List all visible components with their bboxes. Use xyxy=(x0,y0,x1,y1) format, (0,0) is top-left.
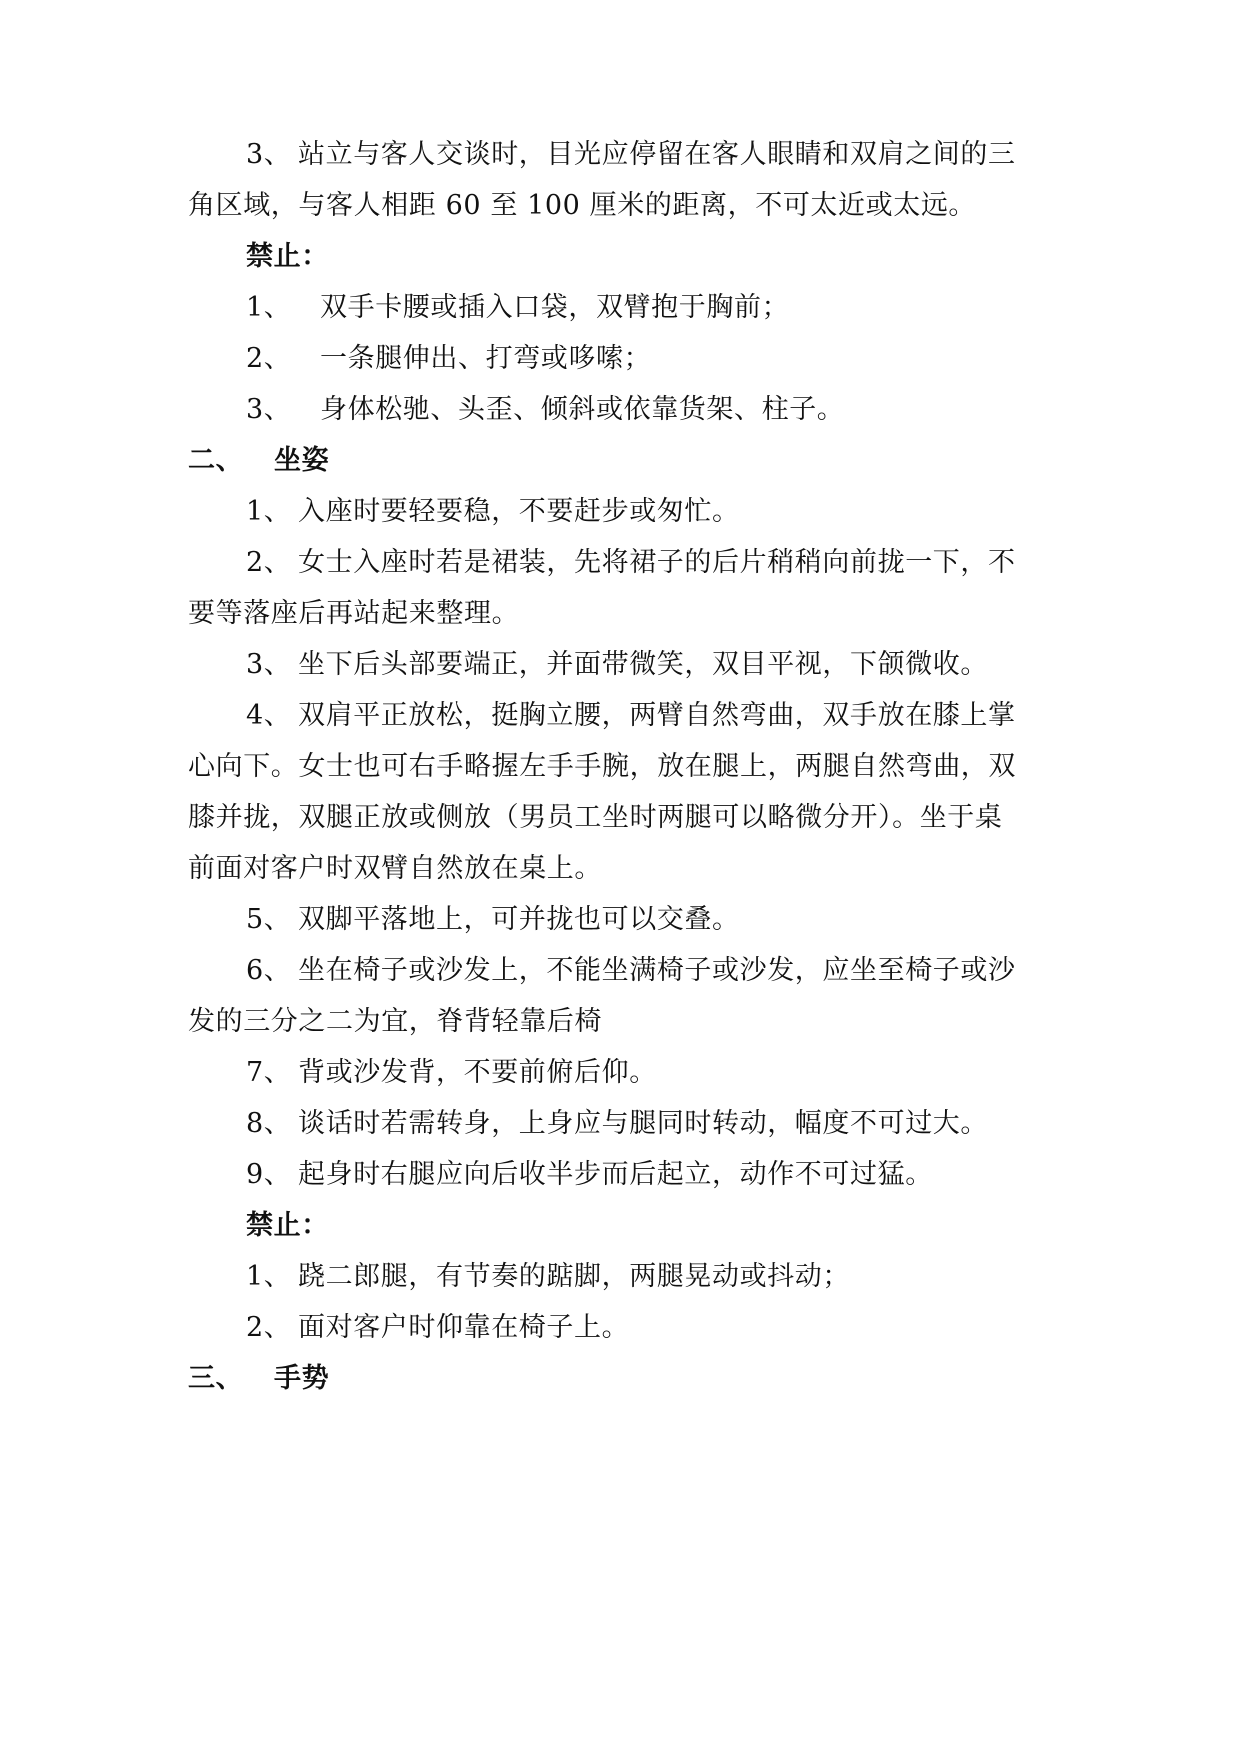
list-item xyxy=(246,339,1126,379)
paragraph xyxy=(246,1104,1126,1144)
paragraph xyxy=(246,696,1126,736)
item-number: 1、 xyxy=(246,1261,292,1292)
section-title: 手势 xyxy=(274,1363,330,1394)
paragraph-continuation xyxy=(188,747,1068,787)
paragraph xyxy=(246,1155,1126,1195)
paragraph xyxy=(246,543,1126,583)
item-number: 8、 xyxy=(246,1108,292,1139)
paragraph xyxy=(246,951,1126,991)
item-number: 3、 xyxy=(246,394,292,425)
item-number: 3、 xyxy=(246,139,292,170)
item-number: 6、 xyxy=(246,955,292,986)
paragraph-text: 膝并拢，双腿正放或侧放（男员工坐时两腿可以略微分开）。坐于桌 xyxy=(188,802,1003,833)
paragraph-continuation xyxy=(188,849,1068,889)
section-heading xyxy=(188,1359,1068,1399)
paragraph-text: 坐在椅子或沙发上，不能坐满椅子或沙发，应坐至椅子或沙 xyxy=(298,955,1016,986)
paragraph xyxy=(246,492,1126,532)
paragraph-text: 心向下。女士也可右手略握左手手腕，放在腿上，两腿自然弯曲，双 xyxy=(188,751,1016,782)
paragraph xyxy=(246,135,1126,175)
paragraph-text: 双肩平正放松，挺胸立腰，两臂自然弯曲，双手放在膝上掌 xyxy=(298,700,1016,731)
paragraph xyxy=(246,1053,1126,1093)
item-number: 9、 xyxy=(246,1159,292,1190)
list-item xyxy=(246,390,1126,430)
item-text: 身体松驰、头歪、倾斜或依靠货架、柱子。 xyxy=(320,394,845,425)
list-item xyxy=(246,1257,1126,1297)
paragraph-text: 起身时右腿应向后收半步而后起立，动作不可过猛。 xyxy=(298,1159,933,1190)
paragraph-text: 发的三分之二为宜，脊背轻靠后椅 xyxy=(188,1006,602,1037)
item-number: 1、 xyxy=(246,496,292,527)
item-number: 5、 xyxy=(246,904,292,935)
item-number: 3、 xyxy=(246,649,292,680)
paragraph-text: 入座时要轻要稳，不要赶步或匆忙。 xyxy=(298,496,740,527)
section-number: 二、 xyxy=(188,445,244,476)
section-heading xyxy=(188,441,1068,481)
heading-text: 禁止： xyxy=(246,241,329,272)
paragraph-text: 女士入座时若是裙装，先将裙子的后片稍稍向前拢一下，不 xyxy=(298,547,1016,578)
prohibition-heading xyxy=(246,237,1126,277)
item-text: 双手卡腰或插入口袋，双臂抱于胸前； xyxy=(320,292,790,323)
paragraph-continuation xyxy=(188,1002,1068,1042)
item-text: 跷二郎腿，有节奏的踮脚，两腿晃动或抖动； xyxy=(298,1261,850,1292)
item-number: 2、 xyxy=(246,547,292,578)
item-text: 面对客户时仰靠在椅子上。 xyxy=(298,1312,630,1343)
item-text: 一条腿伸出、打弯或哆嗦； xyxy=(320,343,652,374)
paragraph-continuation xyxy=(188,798,1068,838)
list-item xyxy=(246,1308,1126,1348)
paragraph-text: 谈话时若需转身，上身应与腿同时转动，幅度不可过大。 xyxy=(298,1108,988,1139)
paragraph-continuation xyxy=(188,186,1068,226)
item-number: 2、 xyxy=(246,1312,292,1343)
prohibition-heading xyxy=(246,1206,1126,1246)
item-number: 4、 xyxy=(246,700,292,731)
paragraph xyxy=(246,900,1126,940)
section-number: 三、 xyxy=(188,1363,244,1394)
item-number: 2、 xyxy=(246,343,292,374)
item-number: 7、 xyxy=(246,1057,292,1088)
paragraph-text: 双脚平落地上，可并拢也可以交叠。 xyxy=(298,904,740,935)
paragraph-text: 背或沙发背，不要前俯后仰。 xyxy=(298,1057,657,1088)
paragraph xyxy=(246,645,1126,685)
item-number: 1、 xyxy=(246,292,292,323)
list-item xyxy=(246,288,1126,328)
paragraph-continuation xyxy=(188,594,1068,634)
heading-text: 禁止： xyxy=(246,1210,329,1241)
paragraph-text: 前面对客户时双臂自然放在桌上。 xyxy=(188,853,602,884)
section-title: 坐姿 xyxy=(274,445,330,476)
paragraph-text: 坐下后头部要端正，并面带微笑，双目平视，下颌微收。 xyxy=(298,649,988,680)
paragraph-text: 站立与客人交谈时，目光应停留在客人眼睛和双肩之间的三 xyxy=(298,139,1016,170)
paragraph-text: 要等落座后再站起来整理。 xyxy=(188,598,520,629)
paragraph-text: 角区域，与客人相距 60 至 100 厘米的距离，不可太近或太远。 xyxy=(188,190,977,221)
